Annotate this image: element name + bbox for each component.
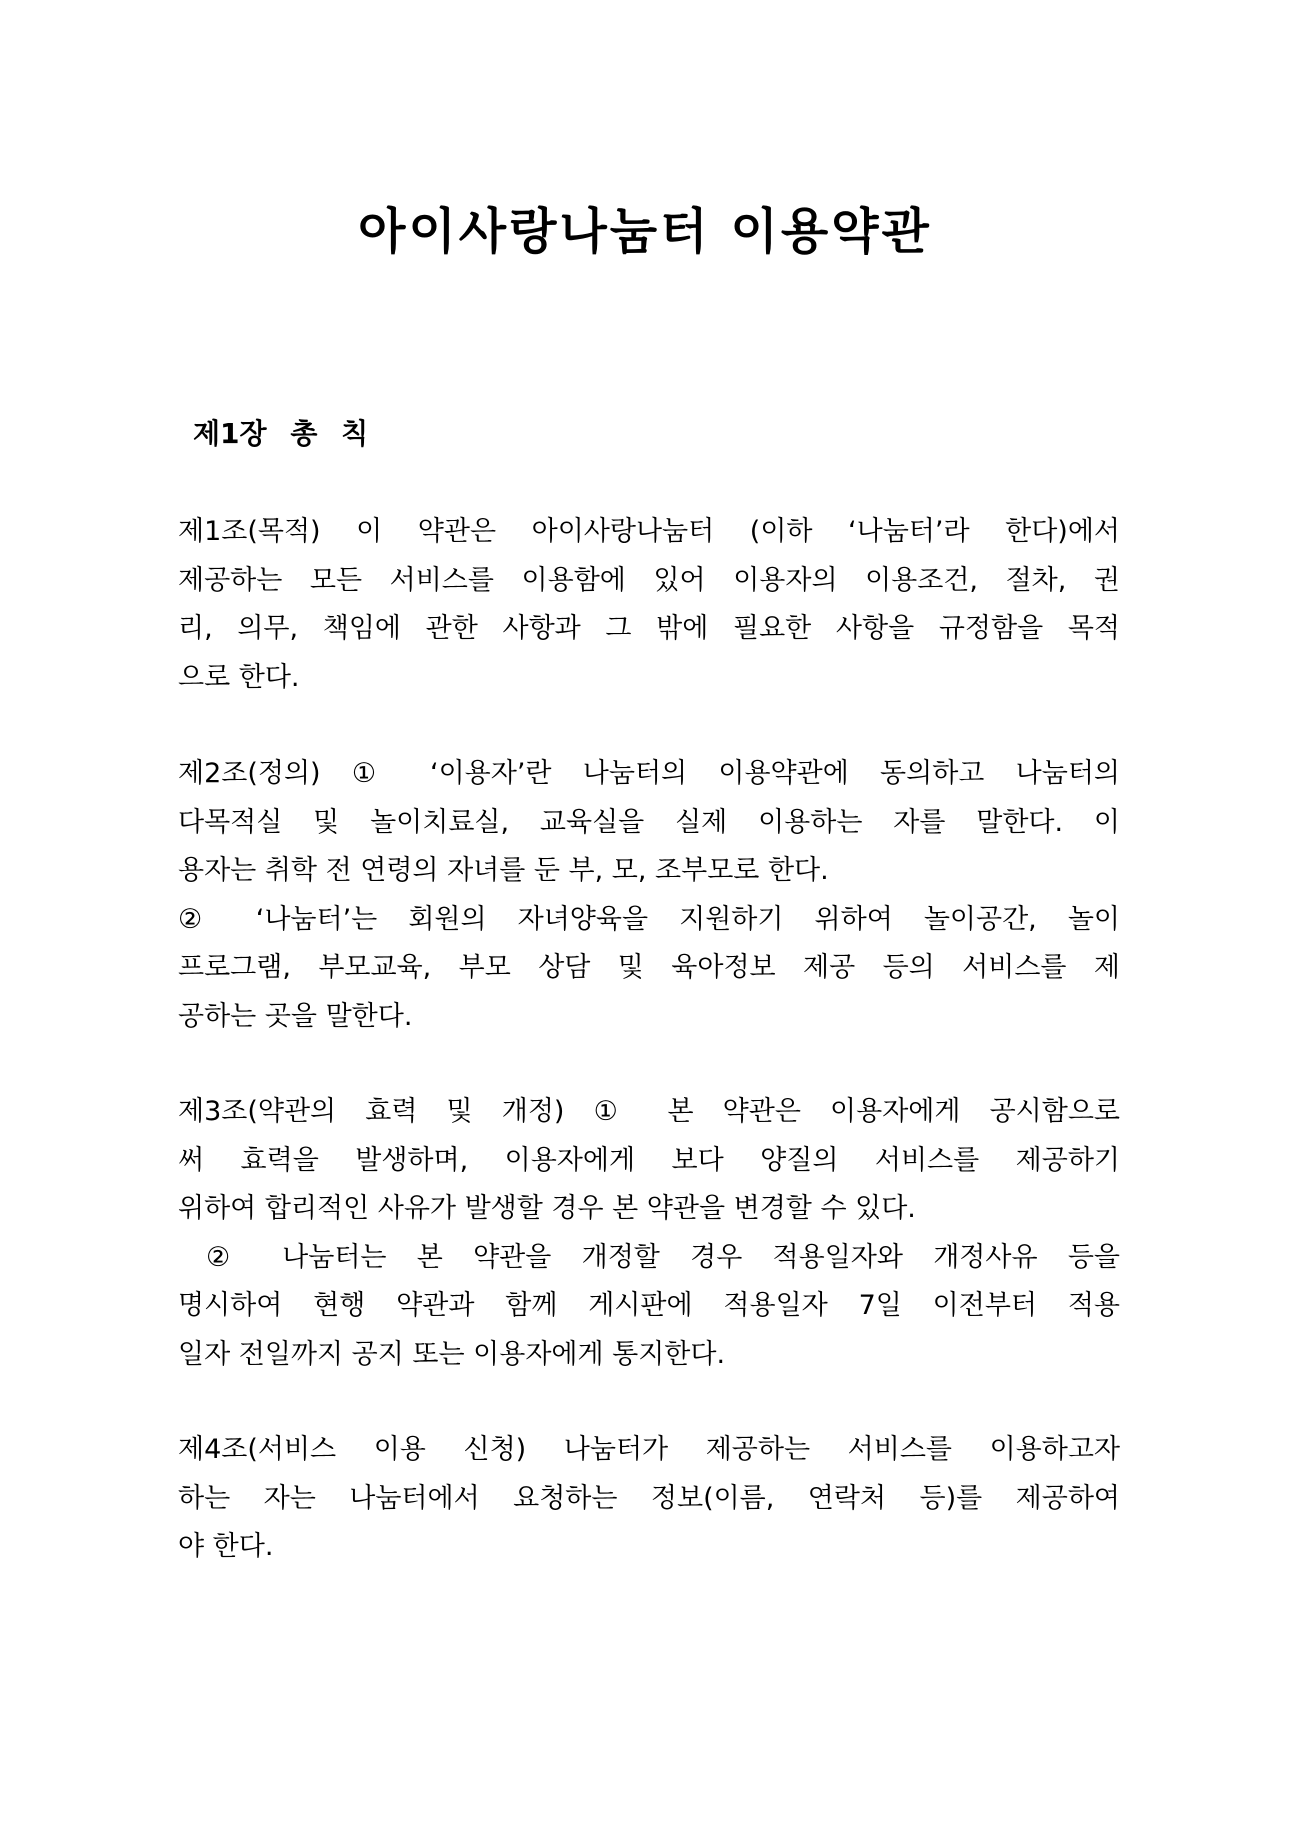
article-4 <box>178 1426 1120 1572</box>
article-1-line-1: 제1조(목적) 이 약관은 아이사랑나눔터 (이하 ‘나눔터’라 한다)에서 <box>178 516 1120 547</box>
article-1-line-2: 제공하는 모든 서비스를 이용함에 있어 이용자의 이용조건, 절차, 권 <box>178 564 1120 596</box>
article-2-line-1: 제2조(정의) ① ‘이용자’란 나눔터의 이용약관에 동의하고 나눔터의 <box>178 758 1120 789</box>
article-2-line-6: 공하는 곳을 말한다. <box>178 1000 413 1032</box>
article-1 <box>178 508 1120 702</box>
article-2-line-3: 용자는 취학 전 연령의 자녀를 둔 부, 모, 조부모로 한다. <box>178 855 829 886</box>
article-3-line-3: 위하여 합리적인 사유가 발생할 경우 본 약관을 변경할 수 있다. <box>178 1193 916 1224</box>
article-4-line-2: 하는 자는 나눔터에서 요청하는 정보(이름, 연락처 등)를 제공하여 <box>178 1482 1120 1514</box>
article-2-line-2: 다목적실 및 놀이치료실, 교육실을 실제 이용하는 자를 말한다. 이 <box>178 806 1120 838</box>
article-1-line-3: 리, 의무, 책임에 관한 사항과 그 밖에 필요한 사항을 규정함을 목적 <box>178 613 1120 644</box>
article-3-line-2: 써 효력을 발생하며, 이용자에게 보다 양질의 서비스를 제공하기 <box>178 1144 1120 1176</box>
article-3-line-4: ② 나눔터는 본 약관을 개정할 경우 적용일자와 개정사유 등을 <box>206 1241 1120 1273</box>
article-1-line-4: 으로 한다. <box>178 661 300 693</box>
chapter-heading: 제1장 총 칙 <box>193 417 369 450</box>
article-3 <box>178 1088 1120 1379</box>
article-4-line-3: 야 한다. <box>178 1531 274 1562</box>
document-title: 아이사랑나눔터 이용약관 <box>358 203 932 260</box>
article-4-line-1: 제4조(서비스 이용 신청) 나눔터가 제공하는 서비스를 이용하고자 <box>178 1434 1120 1465</box>
article-2-line-5: 프로그램, 부모교육, 부모 상담 및 육아정보 제공 등의 서비스를 제 <box>178 952 1120 983</box>
article-2 <box>178 750 1120 1041</box>
article-2-line-4: ② ‘나눔터’는 회원의 자녀양육을 지원하기 위하여 놀이공간, 놀이 <box>178 903 1120 935</box>
article-3-line-6: 일자 전일까지 공지 또는 이용자에게 통지한다. <box>178 1338 726 1370</box>
article-3-line-5: 명시하여 현행 약관과 함께 게시판에 적용일자 7일 이전부터 적용 <box>178 1290 1120 1321</box>
article-3-line-1: 제3조(약관의 효력 및 개정) ① 본 약관은 이용자에게 공시함으로 <box>178 1096 1120 1127</box>
